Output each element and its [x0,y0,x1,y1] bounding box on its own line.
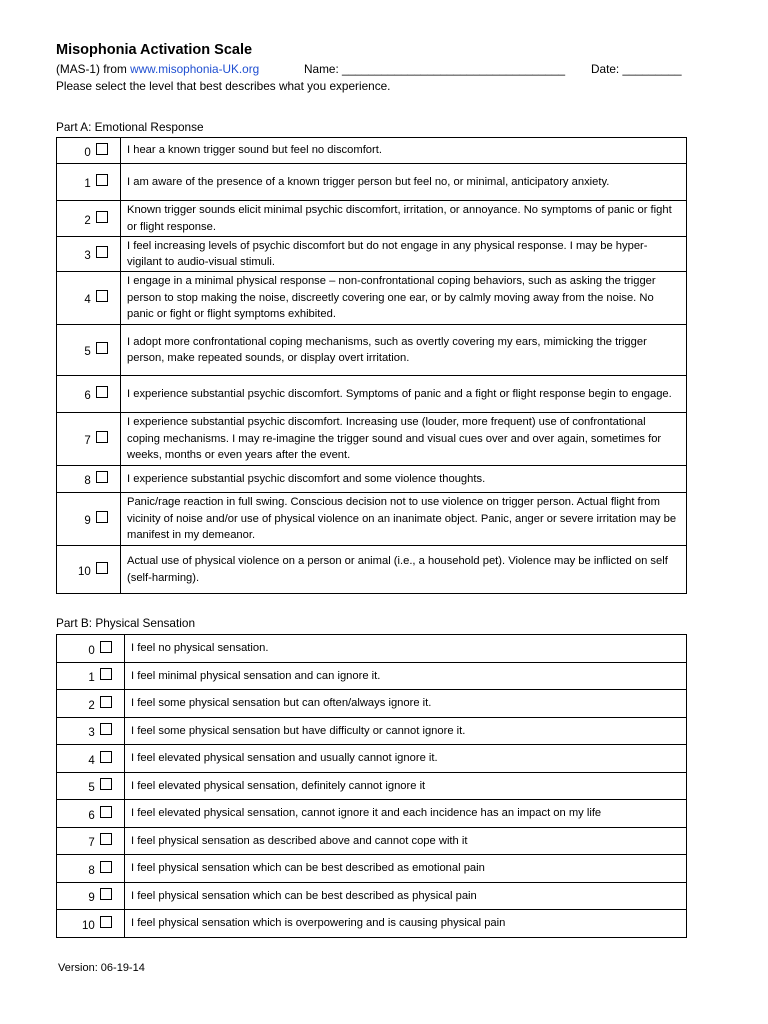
part-a-level-number: 2 [84,214,91,227]
part-a-level-cell [57,376,121,413]
part-a-description: I experience substantial psychic discomfort. Symptoms of panic and a fight or flight response begin to engage. [121,376,687,413]
part-a-level-checkbox[interactable] [96,174,108,186]
part-b-level-number: 6 [88,809,95,822]
part-a-row [57,138,687,164]
part-a-description: I adopt more confrontational coping mechanisms, such as overtly covering my ears, mimicking the trigger person, make repeated sounds, or display overt irritation. [121,325,687,376]
website-link[interactable]: www.misophonia-UK.org [130,62,260,76]
part-b-level-cell [57,635,125,663]
part-b-level-checkbox[interactable] [100,641,112,653]
form-page [56,40,686,96]
part-a-description: I experience substantial psychic discomfort and some violence thoughts. [121,466,687,493]
part-a-row [57,201,687,237]
part-b-level-cell [57,745,125,773]
part-a-level-cell [57,325,121,376]
part-a-row [57,237,687,272]
part-b-description: I feel elevated physical sensation, definitely cannot ignore it [125,773,687,800]
part-a-level-checkbox[interactable] [96,342,108,354]
part-a-level-number: 1 [84,178,91,190]
part-b-row [57,855,687,883]
part-b-level-checkbox[interactable] [100,668,112,680]
part-a-level-cell [57,201,121,237]
part-b-level-checkbox[interactable] [100,916,112,928]
part-a-level-number: 9 [84,515,91,527]
part-b-title: Part B: Physical Sensation [56,616,196,630]
part-b-row [57,773,687,800]
part-b-table [56,634,687,938]
part-b-description: I feel some physical sensation but have difficulty or cannot ignore it. [125,718,687,745]
part-a-level-cell [57,493,121,546]
instructions: Please select the level that best describes what you experience. [56,79,391,93]
part-b-description: I feel no physical sensation. [125,635,687,663]
part-a-level-cell [57,164,121,201]
part-b-description: I feel minimal physical sensation and can ignore it. [125,663,687,690]
part-b-row [57,828,687,855]
part-b-level-cell [57,663,125,690]
part-a-description: I engage in a minimal physical response – non-confrontational coping behaviors, such as asking the trigger person to stop making the noise, discreetly covering one ear, or by calmly moving away from the noise. No panic or fight or flight symptoms exhibited. [121,272,687,325]
part-a-level-checkbox[interactable] [96,471,108,483]
part-a-description: Actual use of physical violence on a person or animal (i.e., a household pet). Violence may be inflicted on self (self-harming). [121,546,687,594]
part-b-row [57,910,687,938]
part-b-level-number: 0 [88,644,95,657]
part-a-level-cell [57,546,121,594]
part-a-level-number: 6 [84,390,91,402]
part-b-row [57,718,687,745]
part-b-level-cell [57,855,125,883]
version-label: Version: 06-19-14 [58,962,145,974]
part-b-level-number: 1 [88,672,95,684]
part-b-level-checkbox[interactable] [100,861,112,873]
part-b-description: I feel physical sensation which is overpowering and is causing physical pain [125,910,687,938]
part-b-level-checkbox[interactable] [100,696,112,708]
part-b-description: I feel physical sensation which can be best described as physical pain [125,883,687,910]
part-a-title: Part A: Emotional Response [56,120,204,134]
part-b-description: I feel physical sensation as described above and cannot cope with it [125,828,687,855]
part-a-row [57,272,687,325]
part-b-row [57,663,687,690]
part-b-level-cell [57,690,125,718]
part-a-level-checkbox[interactable] [96,246,108,258]
part-a-row [57,466,687,493]
name-field[interactable]: Name: __________________________________ [304,62,566,76]
part-b-level-cell [57,773,125,800]
part-b-description: I feel elevated physical sensation and usually cannot ignore it. [125,745,687,773]
part-b-row [57,883,687,910]
part-a-row [57,164,687,201]
part-a-level-number: 7 [84,435,91,447]
part-a-description: I feel increasing levels of psychic discomfort but do not engage in any physical response. I may be hyper-vigilant to audio-visual stimuli. [121,237,687,272]
part-b-level-checkbox[interactable] [100,833,112,845]
part-a-row [57,325,687,376]
part-b-row [57,745,687,773]
part-a-level-checkbox[interactable] [96,511,108,523]
part-b-level-checkbox[interactable] [100,723,112,735]
part-b-level-checkbox[interactable] [100,806,112,818]
part-b-description: I feel elevated physical sensation, cannot ignore it and each incidence has an impact on my life [125,800,687,828]
part-b-level-number: 3 [88,727,95,739]
part-a-level-checkbox[interactable] [96,562,108,574]
part-a-table [56,137,687,594]
part-b-level-number: 9 [88,892,95,904]
date-field[interactable]: Date: _________ [591,62,682,76]
part-a-level-number: 4 [84,294,91,306]
part-b-level-number: 10 [82,919,95,932]
part-b-level-checkbox[interactable] [100,751,112,763]
part-a-level-checkbox[interactable] [96,431,108,443]
part-b-description: I feel physical sensation which can be best described as emotional pain [125,855,687,883]
part-b-level-number: 5 [88,782,95,794]
part-b-level-number: 2 [88,699,95,712]
part-a-row [57,376,687,413]
part-b-row [57,800,687,828]
part-b-level-number: 8 [88,864,95,877]
part-a-level-checkbox[interactable] [96,143,108,155]
part-a-description: Panic/rage reaction in full swing. Conscious decision not to use violence on trigger person. Actual flight from vicinity of noise and/or use of physical violence on an inanimate object. Panic, anger or severe irritation may be manifest in my demeanor. [121,493,687,546]
part-b-level-cell [57,718,125,745]
part-a-level-checkbox[interactable] [96,290,108,302]
part-b-level-cell [57,883,125,910]
part-a-level-checkbox[interactable] [96,386,108,398]
part-a-level-number: 5 [84,346,91,358]
part-a-description: I hear a known trigger sound but feel no discomfort. [121,138,687,164]
part-a-level-number: 0 [84,146,91,159]
part-b-level-number: 4 [88,754,95,767]
part-b-level-number: 7 [88,837,95,849]
part-a-level-cell [57,138,121,164]
part-b-level-checkbox[interactable] [100,778,112,790]
part-b-description: I feel some physical sensation but can often/always ignore it. [125,690,687,718]
part-a-description: Known trigger sounds elicit minimal psychic discomfort, irritation, or annoyance. No symptoms of panic or fight or flight response. [121,201,687,237]
part-a-level-cell [57,413,121,466]
part-a-level-cell [57,466,121,493]
part-a-level-number: 3 [84,250,91,262]
part-a-level-cell [57,272,121,325]
part-a-level-number: 8 [84,475,91,487]
part-b-level-checkbox[interactable] [100,888,112,900]
header-line [56,62,686,79]
part-a-row [57,493,687,546]
document-title: Misophonia Activation Scale [56,42,253,58]
part-a-level-number: 10 [78,565,91,578]
part-a-level-cell [57,237,121,272]
part-a-description: I experience substantial psychic discomfort. Increasing use (louder, more frequent) use of confrontational coping mechanisms. I may re-imagine the trigger sound and visual cues over and over again, sometimes for weeks, months or even years after the event. [121,413,687,466]
part-b-row [57,690,687,718]
part-a-row [57,546,687,594]
part-b-level-cell [57,800,125,828]
part-a-row [57,413,687,466]
part-a-description: I am aware of the presence of a known trigger person but feel no, or minimal, anticipatory anxiety. [121,164,687,201]
part-a-level-checkbox[interactable] [96,211,108,223]
part-b-level-cell [57,910,125,938]
part-b-row [57,635,687,663]
mas-prefix: (MAS-1) from [56,62,131,76]
part-b-level-cell [57,828,125,855]
